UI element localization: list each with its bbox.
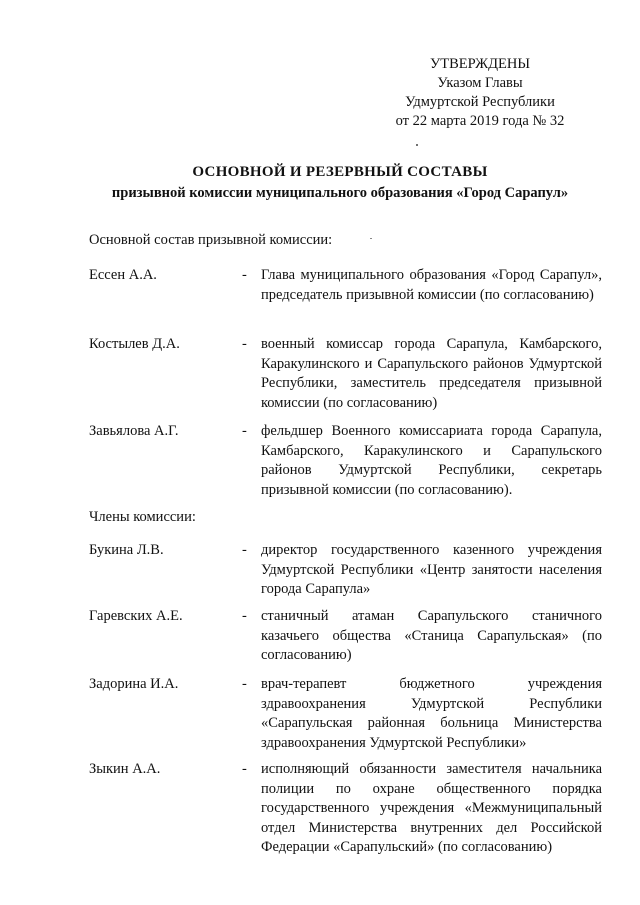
scan-speck (416, 144, 418, 146)
dash-separator: - (242, 423, 247, 439)
member-name: Зыкин А.А. (89, 761, 161, 777)
list-item (89, 422, 604, 502)
member-role: станичный атаман Сарапульского станичного казачьего общества «Станица Сарапульская» (по согласованию) (261, 608, 602, 663)
dash-separator: - (242, 542, 247, 558)
member-name: Задорина И.А. (89, 676, 179, 692)
member-name: Ессен А.А. (89, 267, 157, 283)
member-role: фельдшер Военного комиссариата города Сарапула, Камбарского, Каракулинского и Сарапульского районов Удмуртской Республики, секретарь призывной комиссии (по согласованию). (261, 423, 602, 498)
member-name: Гаревских А.Е. (89, 608, 183, 624)
member-role: исполняющий обязанности заместителя начальника полиции по охране общественного порядка государственного учреждения «Межмуниципальный отдел Министерства внутренних дел Российской Федерации «Сарапульский» (по согласованию) (261, 761, 602, 855)
approval-line-4: от 22 марта 2019 года № 32 (395, 113, 565, 129)
member-name: Завьялова А.Г. (89, 423, 179, 439)
section-members: Члены комиссии: (89, 509, 196, 525)
dash-separator: - (242, 267, 247, 283)
dash-separator: - (242, 761, 247, 777)
dash-separator: - (242, 676, 247, 692)
document-title (60, 163, 620, 203)
approval-line-1: УТВЕРЖДЕНЫ (429, 56, 531, 72)
list-item (89, 675, 604, 755)
member-role: Глава муниципального образования «Город Сарапул», председатель призывной комиссии (по согласованию) (261, 267, 602, 303)
list-item (89, 335, 604, 415)
title-main: ОСНОВНОЙ И РЕЗЕРВНЫЙ СОСТАВЫ (192, 164, 488, 180)
approval-stamp (370, 55, 590, 131)
member-role: врач-терапевт бюджетного учреждения здравоохранения Удмуртской Республики «Сарапульская районная больница Министерства здравоохранения Удмуртской Республики» (261, 676, 602, 751)
approval-line-2: Указом Главы (437, 75, 523, 91)
title-subtitle: призывной комиссии муниципального образования «Город Сарапул» (111, 184, 569, 201)
scan-speck (370, 238, 372, 239)
list-item (89, 266, 604, 346)
dash-separator: - (242, 336, 247, 352)
list-item (89, 760, 604, 870)
member-name: Костылев Д.А. (89, 336, 180, 352)
dash-separator: - (242, 608, 247, 624)
member-role: военный комиссар города Сарапула, Камбарского, Каракулинского и Сарапульского районов Удмуртской Республики, заместитель председателя призывной комиссии (по согласованию) (261, 336, 602, 411)
member-name: Букина Л.В. (89, 542, 164, 558)
approval-line-3: Удмуртской Республики (405, 94, 555, 110)
section-main-composition: Основной состав призывной комиссии: (89, 232, 333, 248)
member-role: директор государственного казенного учреждения Удмуртской Республики «Центр занятости населения города Сарапула» (261, 542, 602, 597)
